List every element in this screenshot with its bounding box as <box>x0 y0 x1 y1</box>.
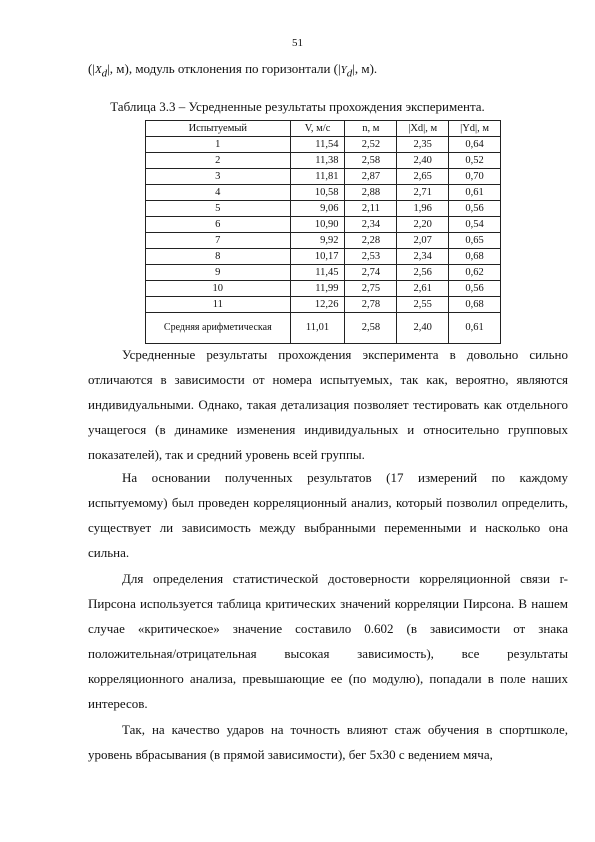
cell-yd: 0,56 <box>449 201 501 217</box>
table-row <box>146 281 501 297</box>
cell-yd: 0,56 <box>449 281 501 297</box>
cell-subject: 6 <box>146 217 291 233</box>
mean-yd: 0,61 <box>449 313 501 344</box>
cell-velocity: 11,81 <box>290 169 345 185</box>
cell-velocity: 12,26 <box>290 297 345 313</box>
header-n: n, м <box>345 121 397 137</box>
intro-mid: |, м), модуль отклонения по горизонтали (| <box>107 61 341 76</box>
header-xd: |Xd|, м <box>397 121 449 137</box>
cell-n: 2,87 <box>345 169 397 185</box>
intro-var-x: X <box>94 64 102 76</box>
mean-n: 2,58 <box>345 313 397 344</box>
table-row <box>146 137 501 153</box>
cell-n: 2,74 <box>345 265 397 281</box>
cell-subject: 7 <box>146 233 291 249</box>
cell-xd: 2,07 <box>397 233 449 249</box>
cell-velocity: 9,06 <box>290 201 345 217</box>
header-velocity: V, м/с <box>290 121 345 137</box>
table-row <box>146 201 501 217</box>
cell-n: 2,53 <box>345 249 397 265</box>
cell-n: 2,75 <box>345 281 397 297</box>
cell-yd: 0,64 <box>449 137 501 153</box>
cell-yd: 0,65 <box>449 233 501 249</box>
cell-xd: 2,34 <box>397 249 449 265</box>
cell-velocity: 11,38 <box>290 153 345 169</box>
cell-yd: 0,70 <box>449 169 501 185</box>
intro-line <box>88 61 377 80</box>
intro-var-y: Y <box>340 64 347 76</box>
table-row <box>146 297 501 313</box>
mean-label: Средняя арифметическая <box>146 313 291 344</box>
header-yd: |Yd|, м <box>449 121 501 137</box>
table-row <box>146 265 501 281</box>
table-caption: Таблица 3.3 – Усредненные результаты прохождения эксперимента. <box>110 99 485 114</box>
cell-yd: 0,61 <box>449 185 501 201</box>
paragraph-4 <box>88 717 568 767</box>
cell-yd: 0,68 <box>449 249 501 265</box>
cell-subject: 10 <box>146 281 291 297</box>
cell-velocity: 10,17 <box>290 249 345 265</box>
cell-subject: 2 <box>146 153 291 169</box>
paragraph-1-text: Усредненные результаты прохождения эксперимента в довольно сильно отличаются в зависимости от номера испытуемых, так как, вероятно, являются индивидуальными. Однако, такая детализация позволяет тестировать как отдельного учащегося (в динамике изменения индивидуальных и относительно групповых показателей), так и средний уровень всей группы. <box>88 347 568 462</box>
mean-velocity: 11,01 <box>290 313 345 344</box>
cell-yd: 0,54 <box>449 217 501 233</box>
cell-xd: 2,35 <box>397 137 449 153</box>
paragraph-4-text: Так, на качество ударов на точность влияют стаж обучения в спортшколе, уровень вбрасывания (в прямой зависимости), бег 5х30 с ведением мяча, <box>88 722 568 762</box>
cell-n: 2,34 <box>345 217 397 233</box>
cell-velocity: 11,45 <box>290 265 345 281</box>
cell-subject: 4 <box>146 185 291 201</box>
cell-xd: 2,40 <box>397 153 449 169</box>
cell-n: 2,78 <box>345 297 397 313</box>
cell-subject: 11 <box>146 297 291 313</box>
cell-subject: 3 <box>146 169 291 185</box>
cell-velocity: 11,54 <box>290 137 345 153</box>
table-row <box>146 233 501 249</box>
paragraph-1 <box>88 342 568 467</box>
paragraph-2-text: На основании полученных результатов (17 измерений по каждому испытуемому) был проведен корреляционный анализ, который позволил определить, существует ли зависимость между выбранными переменными и насколько она сильна. <box>88 470 568 560</box>
header-subject: Испытуемый <box>146 121 291 137</box>
cell-n: 2,52 <box>345 137 397 153</box>
table-header-row <box>146 121 501 137</box>
cell-yd: 0,62 <box>449 265 501 281</box>
cell-xd: 2,55 <box>397 297 449 313</box>
results-table <box>145 120 501 344</box>
table-row <box>146 153 501 169</box>
paragraph-2 <box>88 465 568 565</box>
intro-suffix: |, м). <box>352 61 378 76</box>
cell-xd: 2,71 <box>397 185 449 201</box>
cell-yd: 0,68 <box>449 297 501 313</box>
cell-subject: 8 <box>146 249 291 265</box>
cell-subject: 9 <box>146 265 291 281</box>
cell-velocity: 9,92 <box>290 233 345 249</box>
cell-xd: 2,65 <box>397 169 449 185</box>
cell-yd: 0,52 <box>449 153 501 169</box>
cell-n: 2,28 <box>345 233 397 249</box>
mean-row <box>146 313 501 344</box>
intro-prefix: (| <box>88 61 95 76</box>
intro-sub-y: d <box>346 67 353 80</box>
table-row <box>146 169 501 185</box>
table-row <box>146 185 501 201</box>
intro-sub-x: d <box>101 67 108 80</box>
paragraph-3 <box>88 566 568 716</box>
cell-xd: 2,61 <box>397 281 449 297</box>
mean-xd: 2,40 <box>397 313 449 344</box>
page-number: 51 <box>292 37 303 49</box>
paragraph-3-text: Для определения статистической достоверности корреляционной связи r-Пирсона используется таблица критических значений корреляции Пирсона. В нашем случае «критическое» значение составило 0.602 (в зависимости от знака положительная/отрицательная высокая зависимость), все результаты корреляционного анализа, превышающие ее (по модулю), попадали в поле наших интересов. <box>88 571 568 711</box>
table-body <box>146 137 501 313</box>
cell-velocity: 10,58 <box>290 185 345 201</box>
cell-subject: 1 <box>146 137 291 153</box>
cell-velocity: 11,99 <box>290 281 345 297</box>
cell-xd: 2,56 <box>397 265 449 281</box>
cell-subject: 5 <box>146 201 291 217</box>
cell-n: 2,58 <box>345 153 397 169</box>
table-row <box>146 217 501 233</box>
cell-n: 2,11 <box>345 201 397 217</box>
cell-xd: 2,20 <box>397 217 449 233</box>
table-row <box>146 249 501 265</box>
cell-velocity: 10,90 <box>290 217 345 233</box>
cell-n: 2,88 <box>345 185 397 201</box>
cell-xd: 1,96 <box>397 201 449 217</box>
